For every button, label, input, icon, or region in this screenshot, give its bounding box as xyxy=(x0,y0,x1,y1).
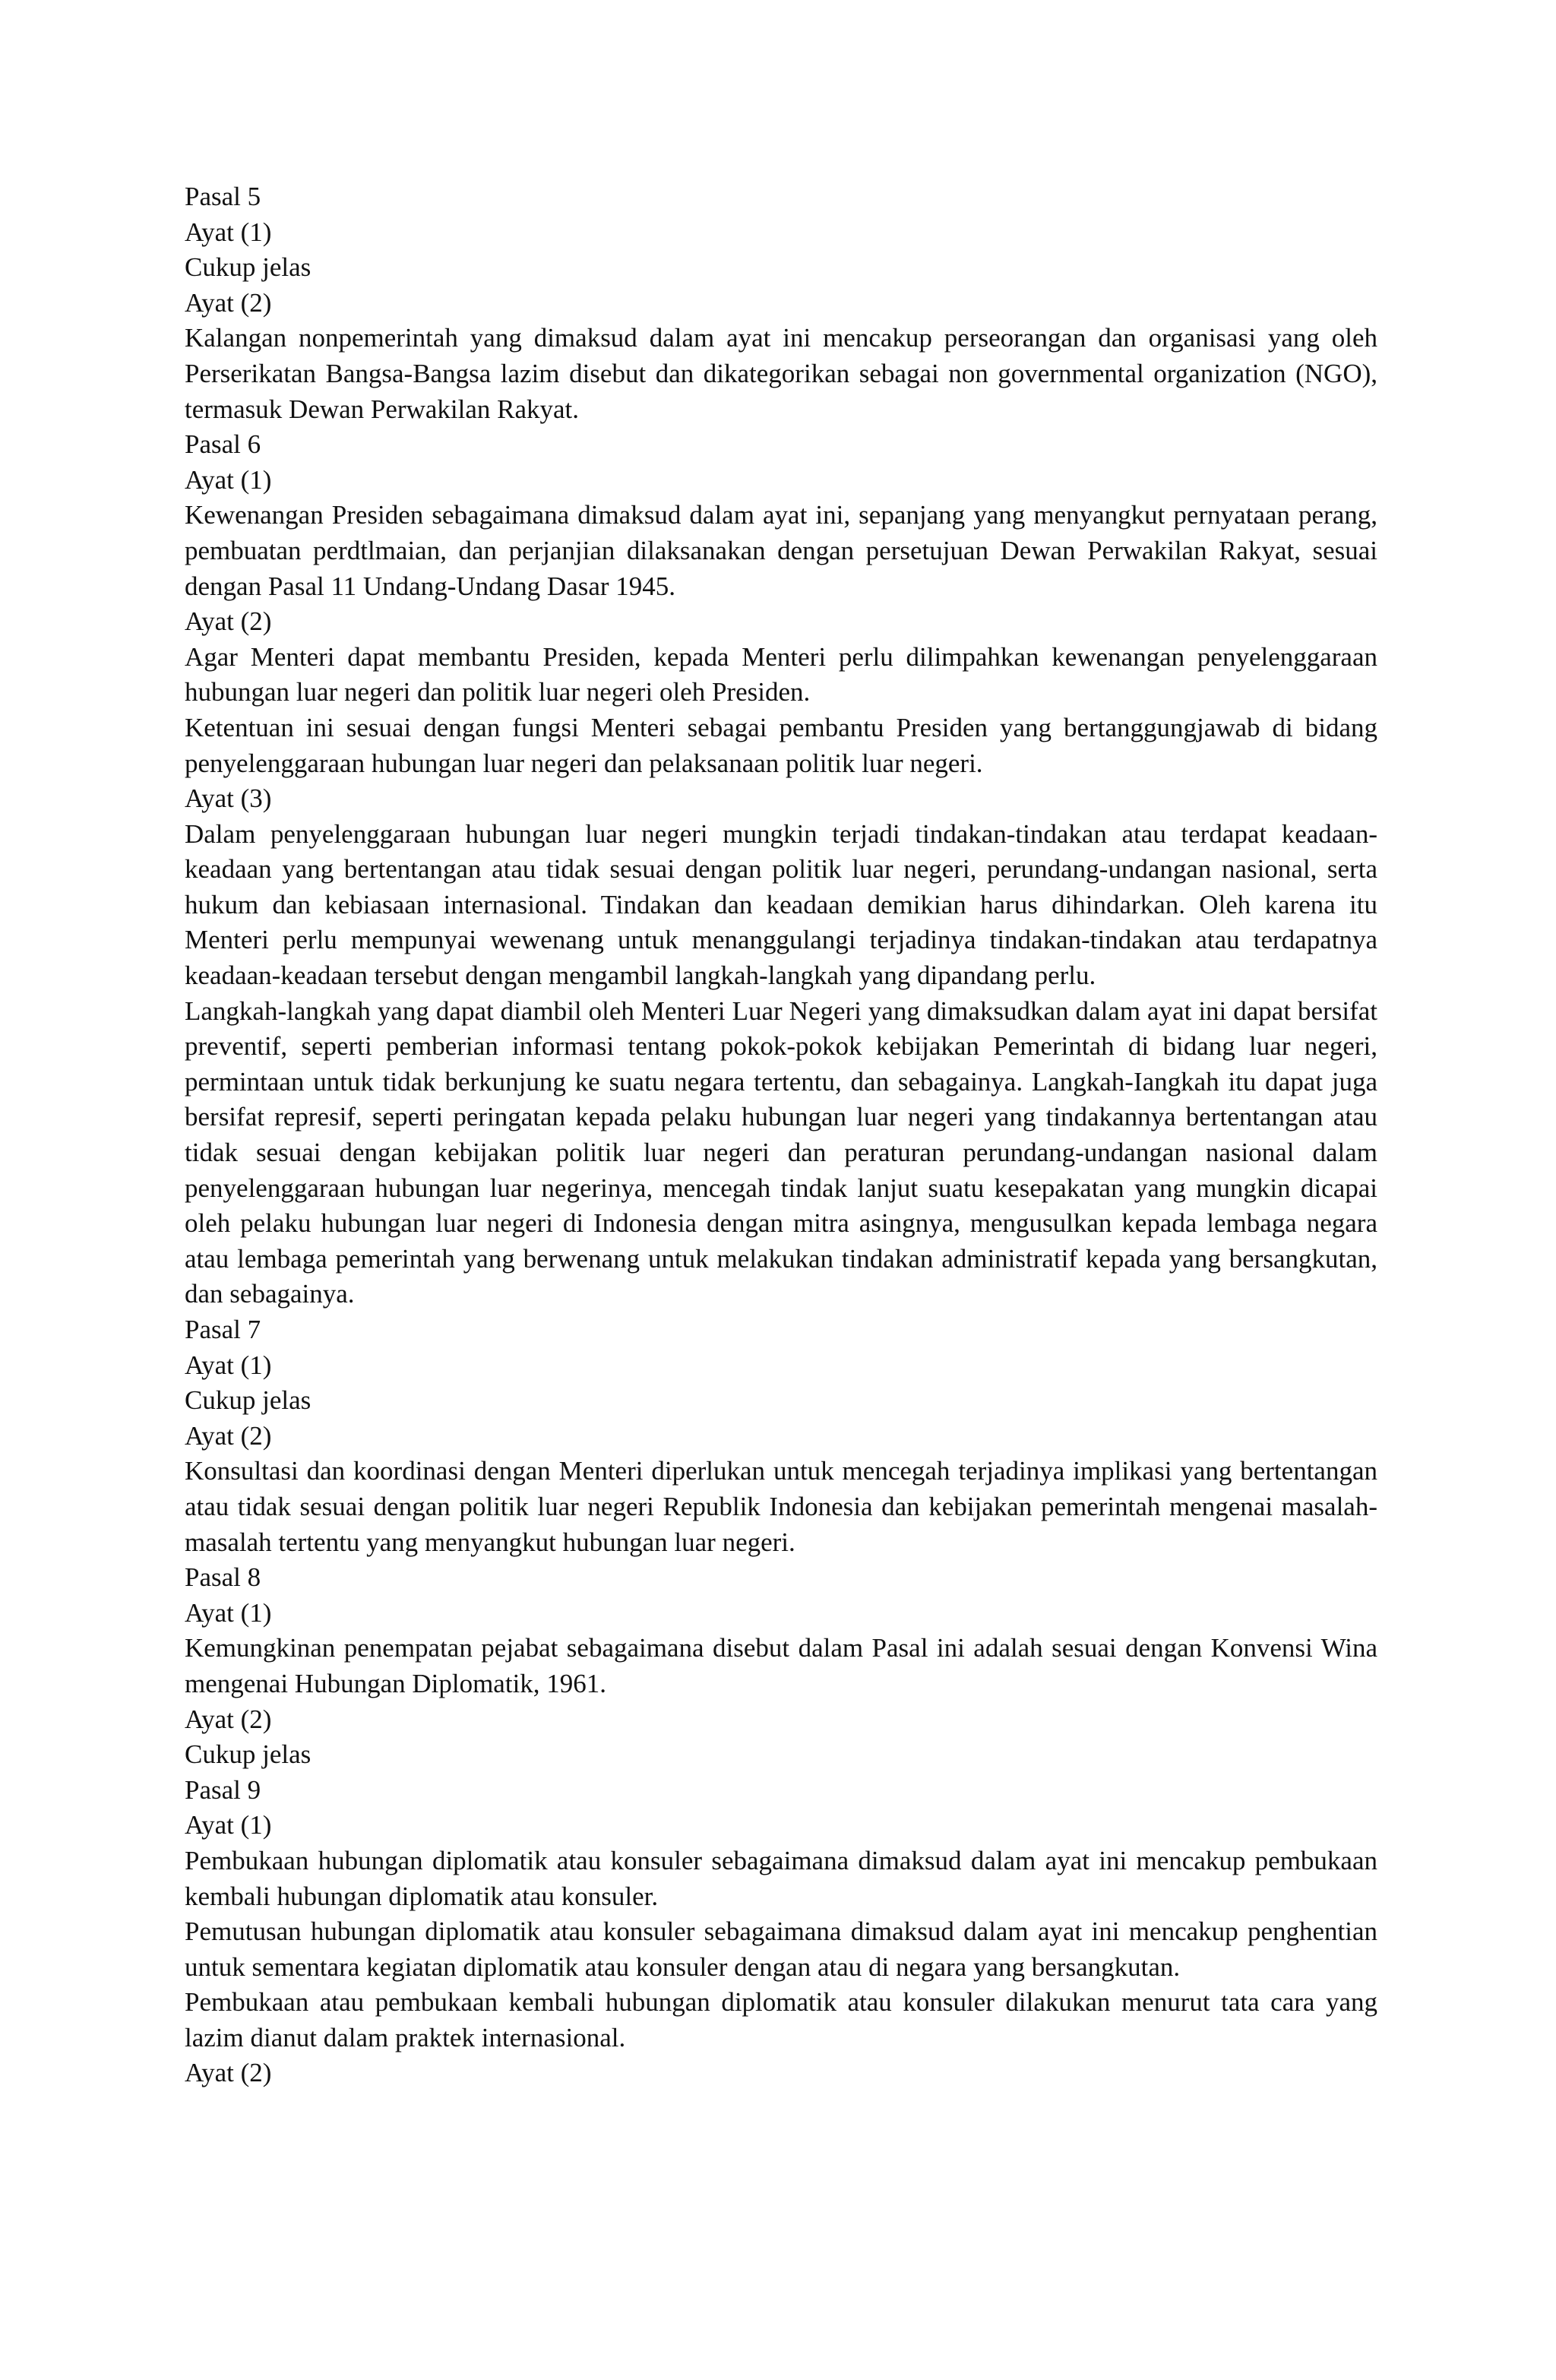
paragraph-heading: Ayat (2) xyxy=(185,2058,272,2088)
article-heading: Pasal 9 xyxy=(185,1774,261,1805)
paragraph-heading: Ayat (1) xyxy=(185,217,272,247)
paragraph-heading: Ayat (1) xyxy=(185,1810,272,1840)
article-heading: Pasal 5 xyxy=(185,182,261,211)
body-paragraph: Langkah-langkah yang dapat diambil oleh Menteri Luar Negeri yang dimaksudkan dalam ayat ini dapat bersifat preventif, seperti pemberian informasi tentang pokok-pokok kebijakan Pemerintah di bidang luar negeri, permintaan untuk tidak berkunjung ke suatu negara tertentu, dan sebagainya. Langkah-Iangkah itu dapat juga bersifat represif, seperti peringatan kepada pelaku hubungan luar negeri yang tindakannya bertentangan atau tidak sesuai dengan kebijakan politik luar negeri dan peraturan perundang-undangan nasional dalam penyelenggaraan hubungan luar negerinya, mencegah tindak lanjut suatu kesepakatan yang mungkin dicapai oleh pelaku hubungan luar negeri di Indonesia dengan mitra asingnya, mengusulkan kepada lembaga negara atau lembaga pemerintah yang berwenang untuk melakukan tindakan administratif kepada yang bersangkutan, dan sebagainya. xyxy=(185,995,1377,1309)
explanation-note: Cukup jelas xyxy=(185,1385,312,1416)
body-paragraph: Pembukaan atau pembukaan kembali hubungan diplomatik atau konsuler dilakukan menurut tata cara yang lazim dianut dalam praktek internasional. xyxy=(185,1987,1377,2052)
paragraph-heading: Ayat (1) xyxy=(185,1350,272,1380)
article-heading: Pasal 7 xyxy=(185,1315,261,1344)
paragraph-heading: Ayat (2) xyxy=(185,1704,272,1734)
body-paragraph: Ketentuan ini sesuai dengan fungsi Menteri sebagai pembantu Presiden yang bertanggungjawab di bidang penyelenggaraan hubungan luar negeri dan pelaksanaan politik luar negeri. xyxy=(185,712,1377,778)
body-paragraph: Dalam penyelenggaraan hubungan luar negeri mungkin terjadi tindakan-tindakan atau terdapat keadaan-keadaan yang bertentangan atau tidak sesuai dengan politik luar negeri, perundang-undangan nasional, serta hukum dan kebiasaan internasional. Tindakan dan keadaan demikian harus dihindarkan. Oleh karena itu Menteri perlu mempunyai wewenang untuk menanggulangi terjadinya tindakan-tindakan atau terdapatnya keadaan-keadaan tersebut dengan mengambil langkah-langkah yang dipandang perlu. xyxy=(185,818,1377,991)
article-heading: Pasal 6 xyxy=(185,429,261,460)
body-paragraph: Pemutusan hubungan diplomatik atau konsuler sebagaimana dimaksud dalam ayat ini mencakup penghentian untuk sementara kegiatan diplomatik atau konsuler dengan atau di negara yang bersangkutan. xyxy=(185,1916,1377,1982)
body-paragraph: Kemungkinan penempatan pejabat sebagaimana disebut dalam Pasal ini adalah sesuai dengan Konvensi Wina mengenai Hubungan Diplomatik, 1961. xyxy=(185,1633,1377,1698)
body-paragraph: Kewenangan Presiden sebagaimana dimaksud dalam ayat ini, sepanjang yang menyangkut pernyataan perang, pembuatan perdtlmaian, dan perjanjian dilaksanakan dengan persetujuan Dewan Perwakilan Rakyat, sesuai dengan Pasal 11 Undang-Undang Dasar 1945. xyxy=(185,500,1377,601)
explanation-note: Cukup jelas xyxy=(185,252,312,283)
article-heading: Pasal 8 xyxy=(185,1562,261,1593)
document-page xyxy=(185,179,1377,2091)
paragraph-heading: Ayat (1) xyxy=(185,1597,272,1628)
body-paragraph: Agar Menteri dapat membantu Presiden, kepada Menteri perlu dilimpahkan kewenangan penyelenggaraan hubungan luar negeri dan politik luar negeri oleh Presiden. xyxy=(185,641,1377,707)
body-paragraph: Kalangan nonpemerintah yang dimaksud dalam ayat ini mencakup perseorangan dan organisasi yang oleh Perserikatan Bangsa-Bangsa lazim disebut dan dikategorikan sebagai non governmental organization (NGO), termasuk Dewan Perwakilan Rakyat. xyxy=(185,323,1377,424)
paragraph-heading: Ayat (2) xyxy=(185,1420,272,1451)
paragraph-heading: Ayat (1) xyxy=(185,464,272,495)
paragraph-heading: Ayat (2) xyxy=(185,606,272,637)
body-paragraph: Pembukaan hubungan diplomatik atau konsuler sebagaimana dimaksud dalam ayat ini mencakup pembukaan kembali hubungan diplomatik atau konsuler. xyxy=(185,1845,1377,1911)
body-paragraph: Konsultasi dan koordinasi dengan Menteri diperlukan untuk mencegah terjadinya implikasi yang bertentangan atau tidak sesuai dengan politik luar negeri Republik Indonesia dan kebijakan pemerintah mengenai masalah-masalah tertentu yang menyangkut hubungan luar negeri. xyxy=(185,1456,1377,1557)
paragraph-heading: Ayat (2) xyxy=(185,287,272,318)
explanation-note: Cukup jelas xyxy=(185,1739,312,1770)
paragraph-heading: Ayat (3) xyxy=(185,783,272,814)
